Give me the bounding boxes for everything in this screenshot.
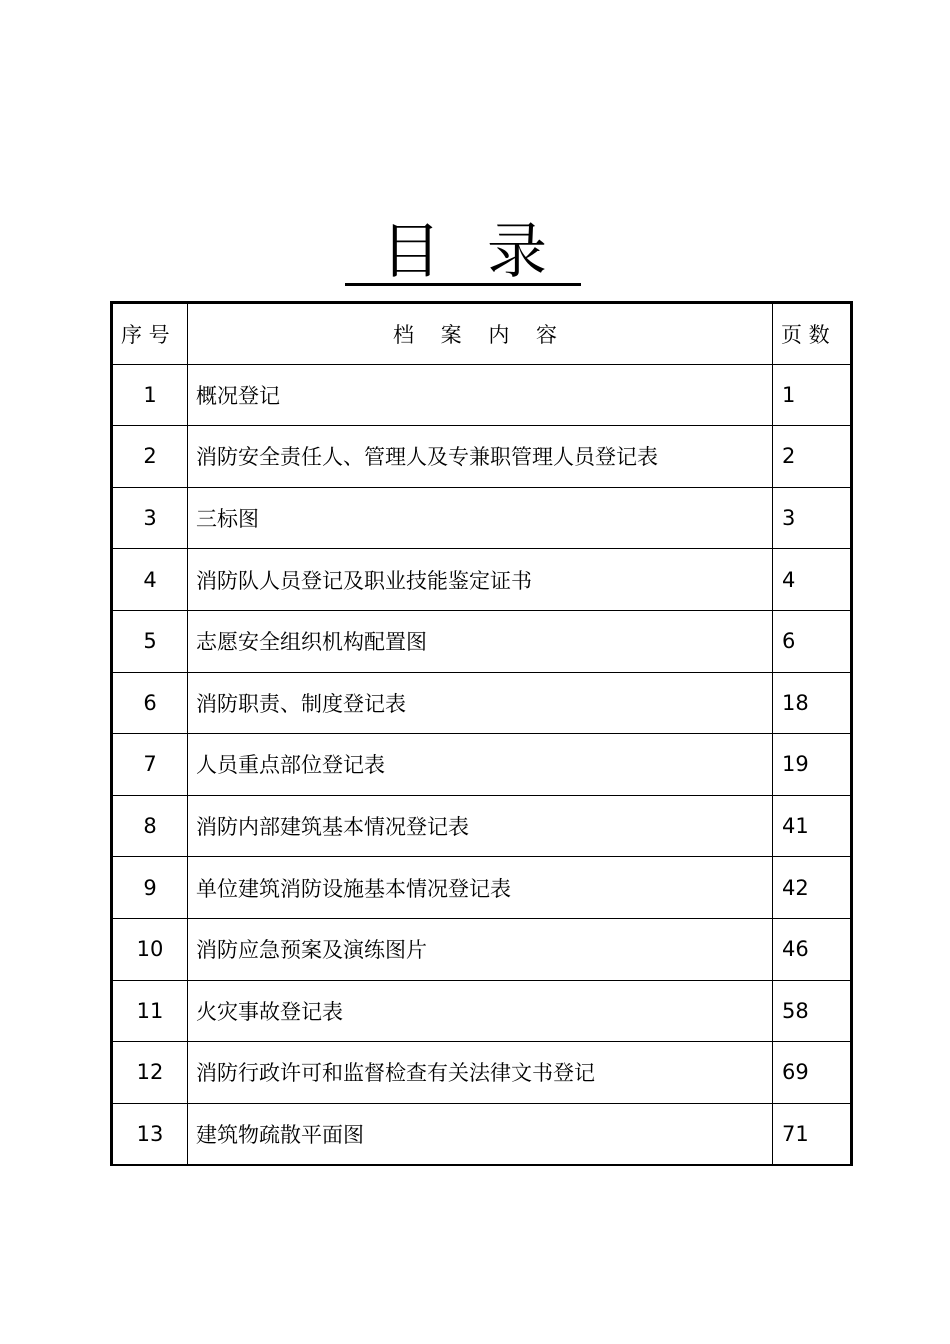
title-char-2: 录 [487, 217, 547, 287]
row-page: 71 [773, 1103, 852, 1165]
row-content: 消防行政许可和监督检查有关法律文书登记 [188, 1042, 773, 1104]
title-char-1: 目 [381, 217, 441, 287]
row-content: 志愿安全组织机构配置图 [188, 610, 773, 672]
row-number: 12 [112, 1042, 188, 1104]
table-row [112, 918, 852, 980]
row-page: 42 [773, 857, 852, 919]
row-content: 火灾事故登记表 [188, 980, 773, 1042]
page-title [345, 218, 581, 286]
row-page: 41 [773, 795, 852, 857]
table-row [112, 364, 852, 426]
row-page: 6 [773, 610, 852, 672]
row-number: 2 [112, 426, 188, 488]
table-row [112, 610, 852, 672]
table-row [112, 1103, 852, 1165]
row-number: 3 [112, 487, 188, 549]
row-page: 3 [773, 487, 852, 549]
row-number: 4 [112, 549, 188, 611]
header-number: 序 号 [112, 303, 188, 365]
row-content: 建筑物疏散平面图 [188, 1103, 773, 1165]
table-row [112, 426, 852, 488]
row-content: 消防职责、制度登记表 [188, 672, 773, 734]
header-content: 档 案 内 容 [188, 303, 773, 365]
row-number: 11 [112, 980, 188, 1042]
table-row [112, 549, 852, 611]
row-content: 消防应急预案及演练图片 [188, 918, 773, 980]
row-page: 18 [773, 672, 852, 734]
row-number: 9 [112, 857, 188, 919]
row-content: 概况登记 [188, 364, 773, 426]
row-page: 4 [773, 549, 852, 611]
row-page: 1 [773, 364, 852, 426]
row-number: 8 [112, 795, 188, 857]
row-content: 消防队人员登记及职业技能鉴定证书 [188, 549, 773, 611]
table-row [112, 857, 852, 919]
table-row [112, 487, 852, 549]
row-content: 消防内部建筑基本情况登记表 [188, 795, 773, 857]
row-page: 58 [773, 980, 852, 1042]
row-content: 消防安全责任人、管理人及专兼职管理人员登记表 [188, 426, 773, 488]
row-page: 2 [773, 426, 852, 488]
row-number: 7 [112, 734, 188, 796]
row-number: 5 [112, 610, 188, 672]
table-row [112, 734, 852, 796]
row-content: 单位建筑消防设施基本情况登记表 [188, 857, 773, 919]
row-page: 69 [773, 1042, 852, 1104]
table-row [112, 795, 852, 857]
toc-header-row [112, 303, 852, 365]
toc-table [110, 301, 853, 1166]
table-row [112, 1042, 852, 1104]
row-content: 三标图 [188, 487, 773, 549]
table-row [112, 980, 852, 1042]
row-number: 10 [112, 918, 188, 980]
table-row [112, 672, 852, 734]
row-number: 13 [112, 1103, 188, 1165]
row-content: 人员重点部位登记表 [188, 734, 773, 796]
row-page: 19 [773, 734, 852, 796]
row-number: 6 [112, 672, 188, 734]
row-page: 46 [773, 918, 852, 980]
header-page: 页 数 [773, 303, 852, 365]
row-number: 1 [112, 364, 188, 426]
